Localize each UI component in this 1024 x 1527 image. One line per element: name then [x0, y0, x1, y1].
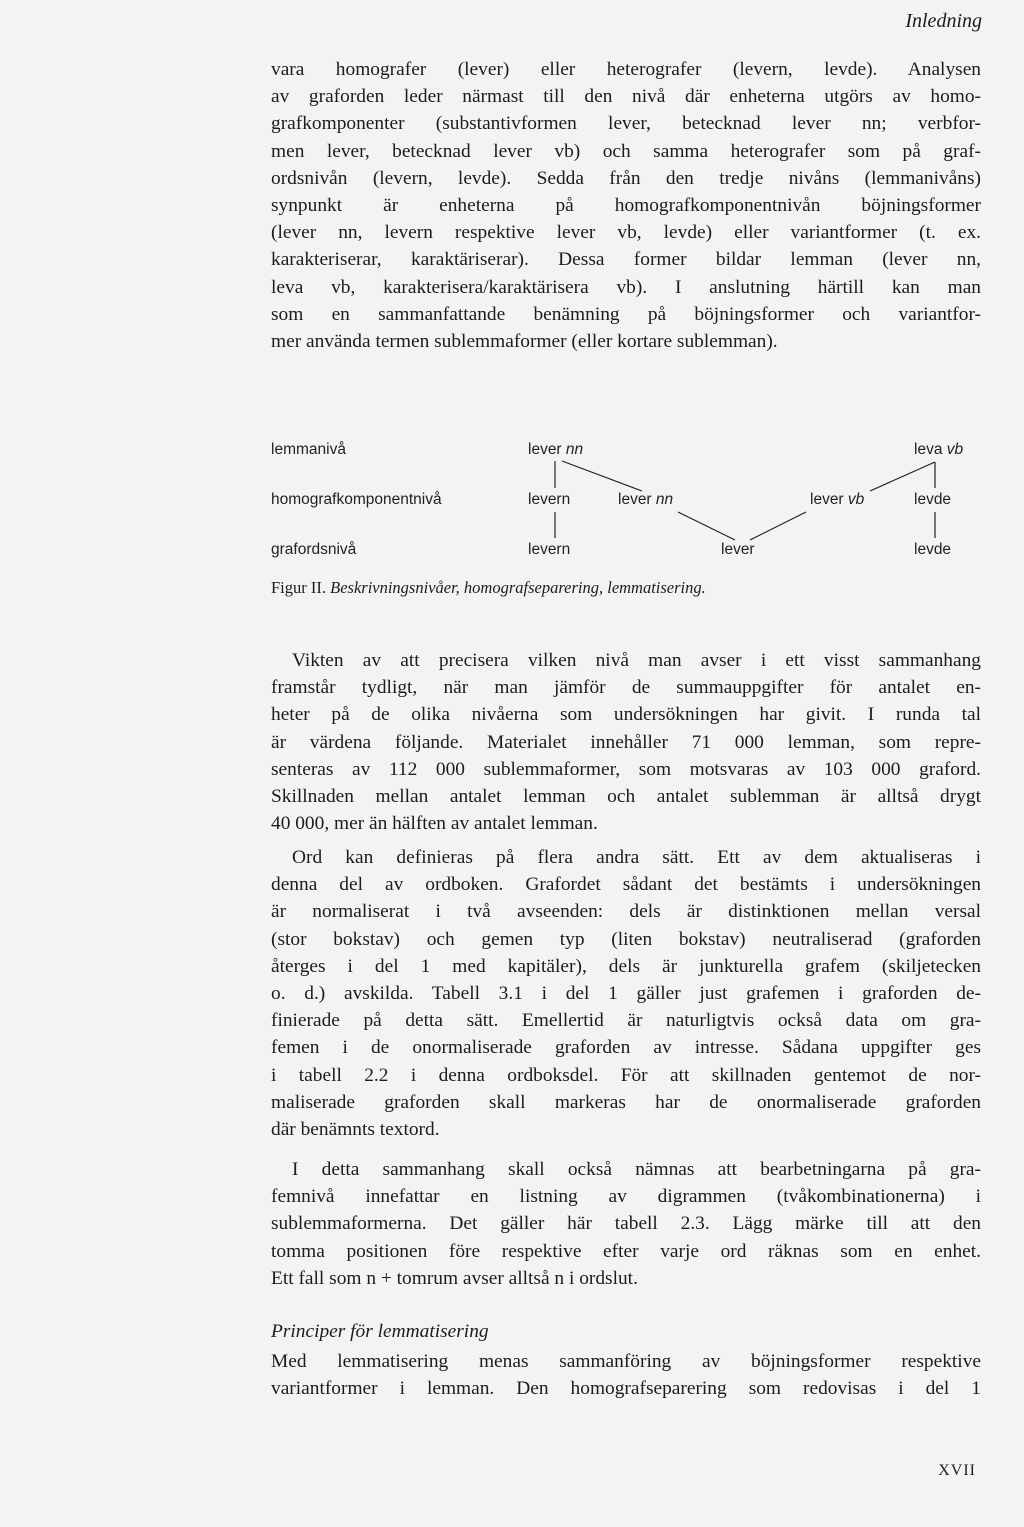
text-line: av graforden leder närmast till den nivå där enheterna utgörs av homo- — [271, 86, 981, 108]
section-heading: Principer för lemmatisering — [271, 1321, 489, 1342]
node-word: lever — [528, 441, 562, 458]
node-word: leva — [914, 441, 943, 458]
text-line: leva vb, karakterisera/karaktärisera vb). I anslutning härtill kan man — [271, 276, 981, 298]
node-tag: vb — [946, 441, 964, 458]
text-line: Ett fall som n + tomrum avser alltså n i ordslut. — [271, 1267, 638, 1289]
text-line: maliserade graforden skall markeras har de onormaliserade graforden — [271, 1091, 981, 1113]
node-lever-graph: lever — [721, 541, 755, 558]
text-line: sublemmaformerna. Det gäller här tabell 2.3. Lägg märke till att den — [271, 1213, 981, 1235]
text-line: synpunkt är enheterna på homografkomponentnivån böjningsformer — [271, 195, 981, 217]
figure-connector-lines — [0, 0, 1024, 620]
text-line: grafkomponenter (substantivformen lever, betecknad lever nn; verbfor- — [271, 113, 981, 135]
node-tag: nn — [565, 441, 584, 458]
text-line: Vikten av att precisera vilken nivå man avser i ett visst sammanhang — [292, 650, 981, 671]
running-head: Inledning — [905, 10, 982, 32]
caption-label: Figur II. — [271, 578, 326, 597]
text-line: återges i del 1 med kapitäler), dels är junkturella grafem (skiljetecken — [271, 955, 981, 977]
text-line: 40 000, mer än hälften av antalet lemman. — [271, 813, 598, 835]
text-line: tomma positionen före respektive efter varje ord räknas som en enhet. — [271, 1240, 981, 1262]
paragraph-counts — [271, 647, 981, 837]
node-word: lever — [810, 491, 844, 508]
level-label-homograph: homografkomponentnivå — [271, 491, 442, 508]
connector-line — [870, 462, 935, 491]
node-levern-graph: levern — [528, 541, 571, 558]
text-line: femnivå innefattar en listning av digrammen (tvåkombinationerna) i — [271, 1186, 981, 1208]
node-levde-graph: levde — [914, 541, 952, 558]
text-line: variantformer i lemman. Den homografseparering som redovisas i del 1 — [271, 1378, 981, 1400]
text-line: där benämnts textord. — [271, 1119, 440, 1141]
text-line: karakteriserar, karaktäriserar). Dessa former bildar lemman (lever nn, — [271, 249, 981, 271]
text-line: femen i de onormaliserade graforden av intresse. Sådana uppgifter ges — [271, 1037, 981, 1059]
node-levde-hom: levde — [914, 491, 952, 508]
paragraph-word-definition — [271, 844, 981, 1143]
node-levern-hom: levern — [528, 491, 571, 508]
text-line: ordsnivån (levern, levde). Sedda från den tredje nivåns (lemmanivåns) — [271, 167, 981, 189]
text-line: är normaliserat i två avseenden: dels är distinktionen mellan versal — [271, 901, 981, 923]
text-line: finierade på detta sätt. Emellertid är naturligtvis också data om gra- — [271, 1010, 981, 1032]
text-line: heter på de olika nivåerna som undersökningen har givit. I runda tal — [271, 704, 981, 726]
text-line: I detta sammanhang skall också nämnas att bearbetningarna på gra- — [292, 1159, 981, 1180]
connector-line — [750, 512, 806, 540]
text-line: (stor bokstav) och gemen typ (liten bokstav) neutraliserad (graforden — [271, 928, 981, 950]
text-line: framstår tydligt, när man jämför de summauppgifter för antalet en- — [271, 677, 981, 699]
connector-line — [678, 512, 735, 540]
caption-text: Beskrivningsnivåer, homografseparering, lemmatisering. — [330, 578, 706, 597]
node-tag: nn — [655, 491, 674, 508]
text-line: mer använda termen sublemmaformer (eller kortare sublemman). — [271, 331, 778, 353]
text-line: som en sammanfattande benämning på böjningsformer och variantfor- — [271, 303, 981, 325]
text-line: senteras av 112 000 sublemmaformer, som motsvaras av 103 000 graford. — [271, 758, 981, 780]
text-line: Skillnaden mellan antalet lemman och antalet sublemman är alltså drygt — [271, 786, 981, 808]
text-line: Ord kan definieras på flera andra sätt. Ett av dem aktualiseras i — [292, 847, 981, 868]
level-label-lemma: lemmanivå — [271, 441, 346, 458]
node-word: lever — [618, 491, 652, 508]
page-number: XVII — [938, 1462, 976, 1479]
text-line: (lever nn, levern respektive lever vb, levde) eller variantformer (t. ex. — [271, 222, 981, 244]
paragraph-digrams — [271, 1156, 981, 1292]
text-line: Med lemmatisering menas sammanföring av böjningsformer respektive — [271, 1351, 981, 1372]
connector-line — [562, 461, 642, 491]
text-line: men lever, betecknad lever vb) och samma heterografer som på graf- — [271, 140, 981, 162]
text-line: vara homografer (lever) eller heterografer (levern, levde). Analysen — [271, 59, 981, 80]
text-line: i tabell 2.2 i denna ordboksdel. För att skillnaden gentemot de nor- — [271, 1064, 981, 1086]
figure-caption — [271, 578, 706, 598]
text-line: är värdena följande. Materialet innehåller 71 000 lemman, som repre- — [271, 731, 981, 753]
paragraph-lemmatisation — [271, 1348, 981, 1402]
text-line: denna del av ordboken. Grafordet sådant det bestämts i undersökningen — [271, 874, 981, 896]
text-line: o. d.) avskilda. Tabell 3.1 i del 1 gäller just grafemen i graforden de- — [271, 983, 981, 1005]
level-label-graph: grafordsnivå — [271, 541, 357, 558]
node-tag: vb — [847, 491, 865, 508]
